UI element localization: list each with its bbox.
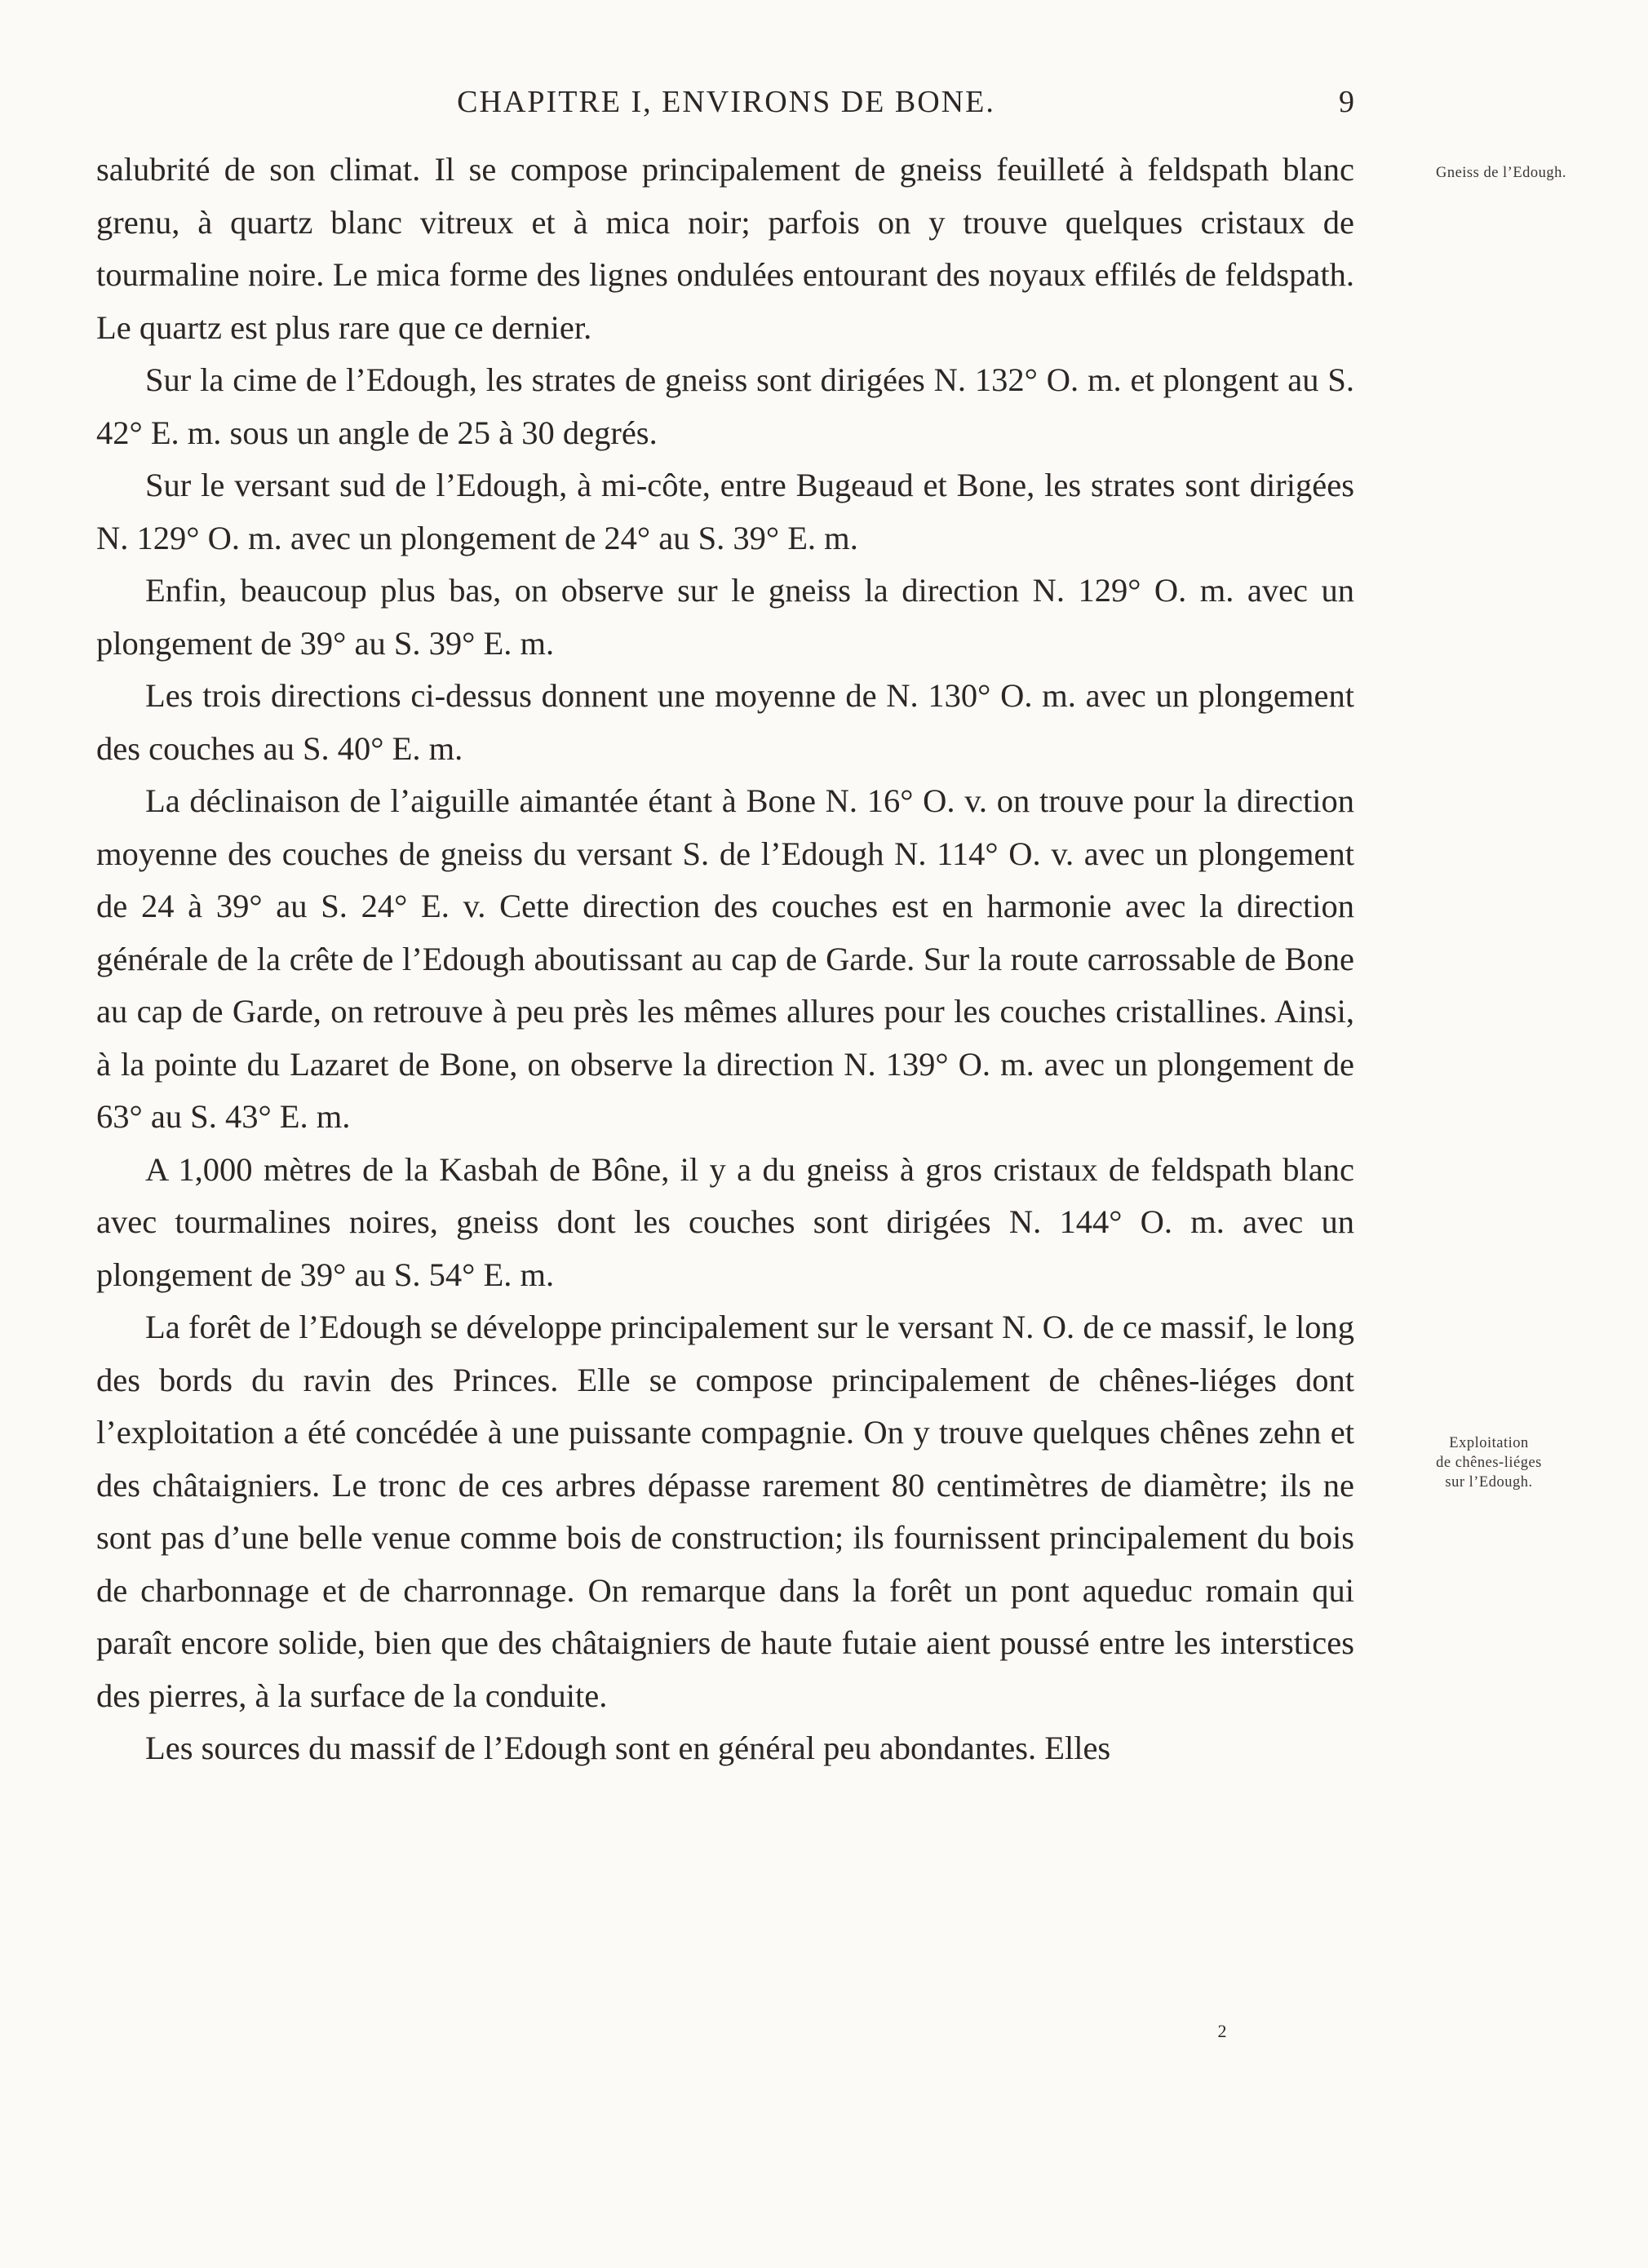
margin-note-line: Exploitation — [1449, 1435, 1529, 1451]
paragraph: A 1,000 mètres de la Kasbah de Bône, il y a du gneiss à gros cristaux de feldspath blanc avec tourmalines noires, gneiss dont les couches sont dirigées N. 144° O. m. avec un plongement de 39° au S. 54° E. m. — [96, 1150, 1354, 1293]
chapter-title: CHAPITRE I, ENVIRONS DE BONE. — [457, 85, 995, 119]
paragraph: La forêt de l’Edough se développe principalement sur le versant N. O. de ce massif, le long des bords du ravin des Princes. Elle se compose principalement de chênes-liéges dont l’exploitation a été concédée à une puissante compagnie. On y trouve quelques chênes zehn et des châtaigniers. Le tronc de ces arbres dépasse rarement 80 centimètres de diamètre; ils ne sont pas d’une belle venue comme bois de construction; ils fournissent principalement du bois de charbonnage et de charronnage. On remarque dans la forêt un pont aqueduc romain qui paraît encore solide, bien que des châtaigniers de haute futaie aient poussé entre les interstices des pierres, à la surface de la conduite. — [96, 1309, 1354, 1714]
main-text — [96, 144, 1354, 1775]
margin-note-gneiss — [1387, 163, 1615, 183]
running-header — [98, 80, 1354, 124]
signature-mark: 2 — [1217, 2021, 1227, 2041]
paragraph: salubrité de son climat. Il se compose principalement de gneiss feuilleté à feldspath blanc grenu, à quartz blanc vitreux et à mica noir; parfois on y trouve quelques cristaux de tourmaline noire. Le mica forme des lignes ondulées entourant des noyaux effilés de feldspath. Le quartz est plus rare que ce dernier. — [96, 151, 1354, 346]
margin-note-line: de chênes-liéges — [1436, 1455, 1542, 1471]
paragraph: La déclinaison de l’aiguille aimantée étant à Bone N. 16° O. v. on trouve pour la direction moyenne des couches de gneiss du versant S. de l’Edough N. 114° O. v. avec un plongement de 24 à 39° au S. 24° E. v. Cette direction des couches est en harmonie avec la direction générale de la crête de l’Edough aboutissant au cap de Garde. Sur la route carrossable de Bone au cap de Garde, on retrouve à peu près les mêmes allures pour les couches cristallines. Ainsi, à la pointe du Lazaret de Bone, on observe la direction N. 139° O. m. avec un plongement de 63° au S. 43° E. m. — [96, 782, 1354, 1135]
paragraph: Sur la cime de l’Edough, les strates de gneiss sont dirigées N. 132° O. m. et plongent au S. 42° E. m. sous un angle de 25 à 30 degrés. — [96, 361, 1354, 451]
margin-note-text: Gneiss de l’Edough. — [1435, 165, 1567, 181]
page-number: 9 — [1339, 85, 1354, 119]
paragraph: Les sources du massif de l’Edough sont en général peu abondantes. Elles — [145, 1730, 1111, 1766]
paragraph: Les trois directions ci-dessus donnent une moyenne de N. 130° O. m. avec un plongement des couches au S. 40° E. m. — [96, 677, 1354, 767]
margin-note-exploitation — [1395, 1433, 1583, 1492]
paragraph: Enfin, beaucoup plus bas, on observe sur le gneiss la direction N. 129° O. m. avec un plongement de 39° au S. 39° E. m. — [96, 572, 1354, 662]
paragraph: Sur le versant sud de l’Edough, à mi-côte, entre Bugeaud et Bone, les strates sont dirigées N. 129° O. m. avec un plongement de 24° au S. 39° E. m. — [96, 467, 1354, 556]
margin-note-line: sur l’Edough. — [1445, 1474, 1533, 1491]
